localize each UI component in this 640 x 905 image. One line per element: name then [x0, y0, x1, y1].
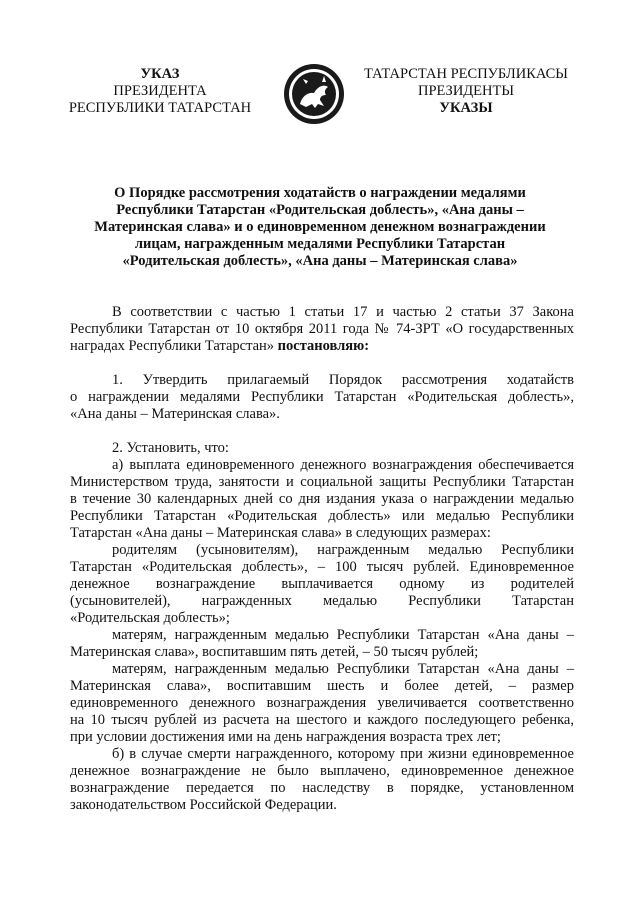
text-line: (усыновителей), награжденных медалью Республики Татарстан [70, 593, 574, 609]
text-line: Республики Татарстан «Родительская доблесть» или медалью Республики [70, 508, 574, 524]
text-line: матерям, награжденным медалью Республики Татарстан «Ана даны – [112, 627, 574, 643]
text-line: денежное вознаграждение выплачивается одному из родителей [70, 576, 574, 592]
header-right-line-1: ТАТАРСТАН РЕСПУБЛИКАСЫ [364, 66, 568, 82]
text-line: законодательством Российской Федерации. [70, 797, 337, 813]
mothers-five-children-paragraph [70, 627, 574, 661]
text-line: матерям, награжденным медалью Республики Татарстан «Ана даны – [112, 661, 574, 677]
text-line: а) выплата единовременного денежного вознаграждения обеспечивается [112, 457, 574, 473]
text-line: В соответствии с частью 1 статьи 17 и частью 2 статьи 37 Закона [112, 304, 574, 320]
text-line: Материнская слава», воспитавшим шесть и более детей, – размер [70, 678, 574, 694]
resolution-keyword: постановляю: [277, 338, 370, 354]
title-line: «Родительская доблесть», «Ана даны – Материнская слава» [122, 253, 518, 269]
title-line: Материнская слава» и о единовременном денежном вознаграждении [94, 219, 546, 235]
header-left-line-2: ПРЕЗИДЕНТА [113, 83, 207, 99]
tatarstan-coat-of-arms-icon [282, 62, 346, 126]
title-line: лицам, награжденным медалями Республики Татарстан [134, 236, 506, 252]
text-fragment: наградах Республики Татарстан» [70, 338, 275, 354]
text-line: «Родительская доблесть»; [70, 610, 230, 626]
header-left-line-3: РЕСПУБЛИКИ ТАТАРСТАН [68, 100, 252, 116]
preamble-paragraph [70, 304, 574, 355]
text-line: при условии достижения ими на день награждения возраста трех лет; [70, 729, 501, 745]
title-line: О Порядке рассмотрения ходатайств о награждении медалями [114, 185, 526, 201]
text-line: 2. Установить, что: [112, 440, 229, 456]
header-left-line-1: УКАЗ [140, 66, 180, 82]
text-line: Материнская слава», воспитавшим пять детей, – 50 тысяч рублей; [70, 644, 479, 660]
text-line: Татарстан «Родительская доблесть», – 100 тысяч рублей. Единовременное [70, 559, 574, 575]
text-line: б) в случае смерти награжденного, которому при жизни единовременное [112, 746, 574, 762]
document-title [78, 185, 562, 270]
document-body [70, 304, 574, 814]
text-line: денежное вознаграждение не было выплачено, единовременное денежное [70, 763, 574, 779]
text-line: Татарстан «Ана даны – Материнская слава» в следующих размерах: [70, 525, 491, 541]
header-right [356, 66, 576, 117]
text-line: единовременного денежного вознаграждения увеличивается соответственно [70, 695, 574, 711]
item-2a-paragraph [70, 457, 574, 542]
text-line: Министерством труда, занятости и социальной защиты Республики Татарстан [70, 474, 574, 490]
header-right-line-3: УКАЗЫ [439, 100, 493, 116]
text-line: о награждении медалями Республики Татарстан «Родительская доблесть», [70, 389, 574, 405]
mothers-six-children-paragraph [70, 661, 574, 746]
text-line: в течение 30 календарных дней со дня издания указа о награждении медалью [70, 491, 574, 507]
text-line: «Ана даны – Материнская слава». [70, 406, 280, 422]
text-line: Республики Татарстан от 10 октября 2011 года № 74-ЗРТ «О государственных [70, 321, 574, 337]
item-1-paragraph [70, 372, 574, 423]
text-line: родителям (усыновителям), награжденным медалью Республики [112, 542, 574, 558]
text-line: вознаграждение передается по наследству в порядке, установленном [70, 780, 574, 796]
header-left [50, 66, 270, 117]
parents-paragraph [70, 542, 574, 627]
header-right-line-2: ПРЕЗИДЕНТЫ [417, 83, 515, 99]
text-line [70, 338, 574, 355]
text-line: 1. Утвердить прилагаемый Порядок рассмотрения ходатайств [112, 372, 574, 388]
item-2b-paragraph [70, 746, 574, 814]
title-line: Республики Татарстан «Родительская доблесть», «Ана даны – [116, 202, 524, 218]
item-2-heading [70, 440, 574, 457]
text-line: на 10 тысяч рублей из расчета на шестого и каждого последующего ребенка, [70, 712, 574, 728]
